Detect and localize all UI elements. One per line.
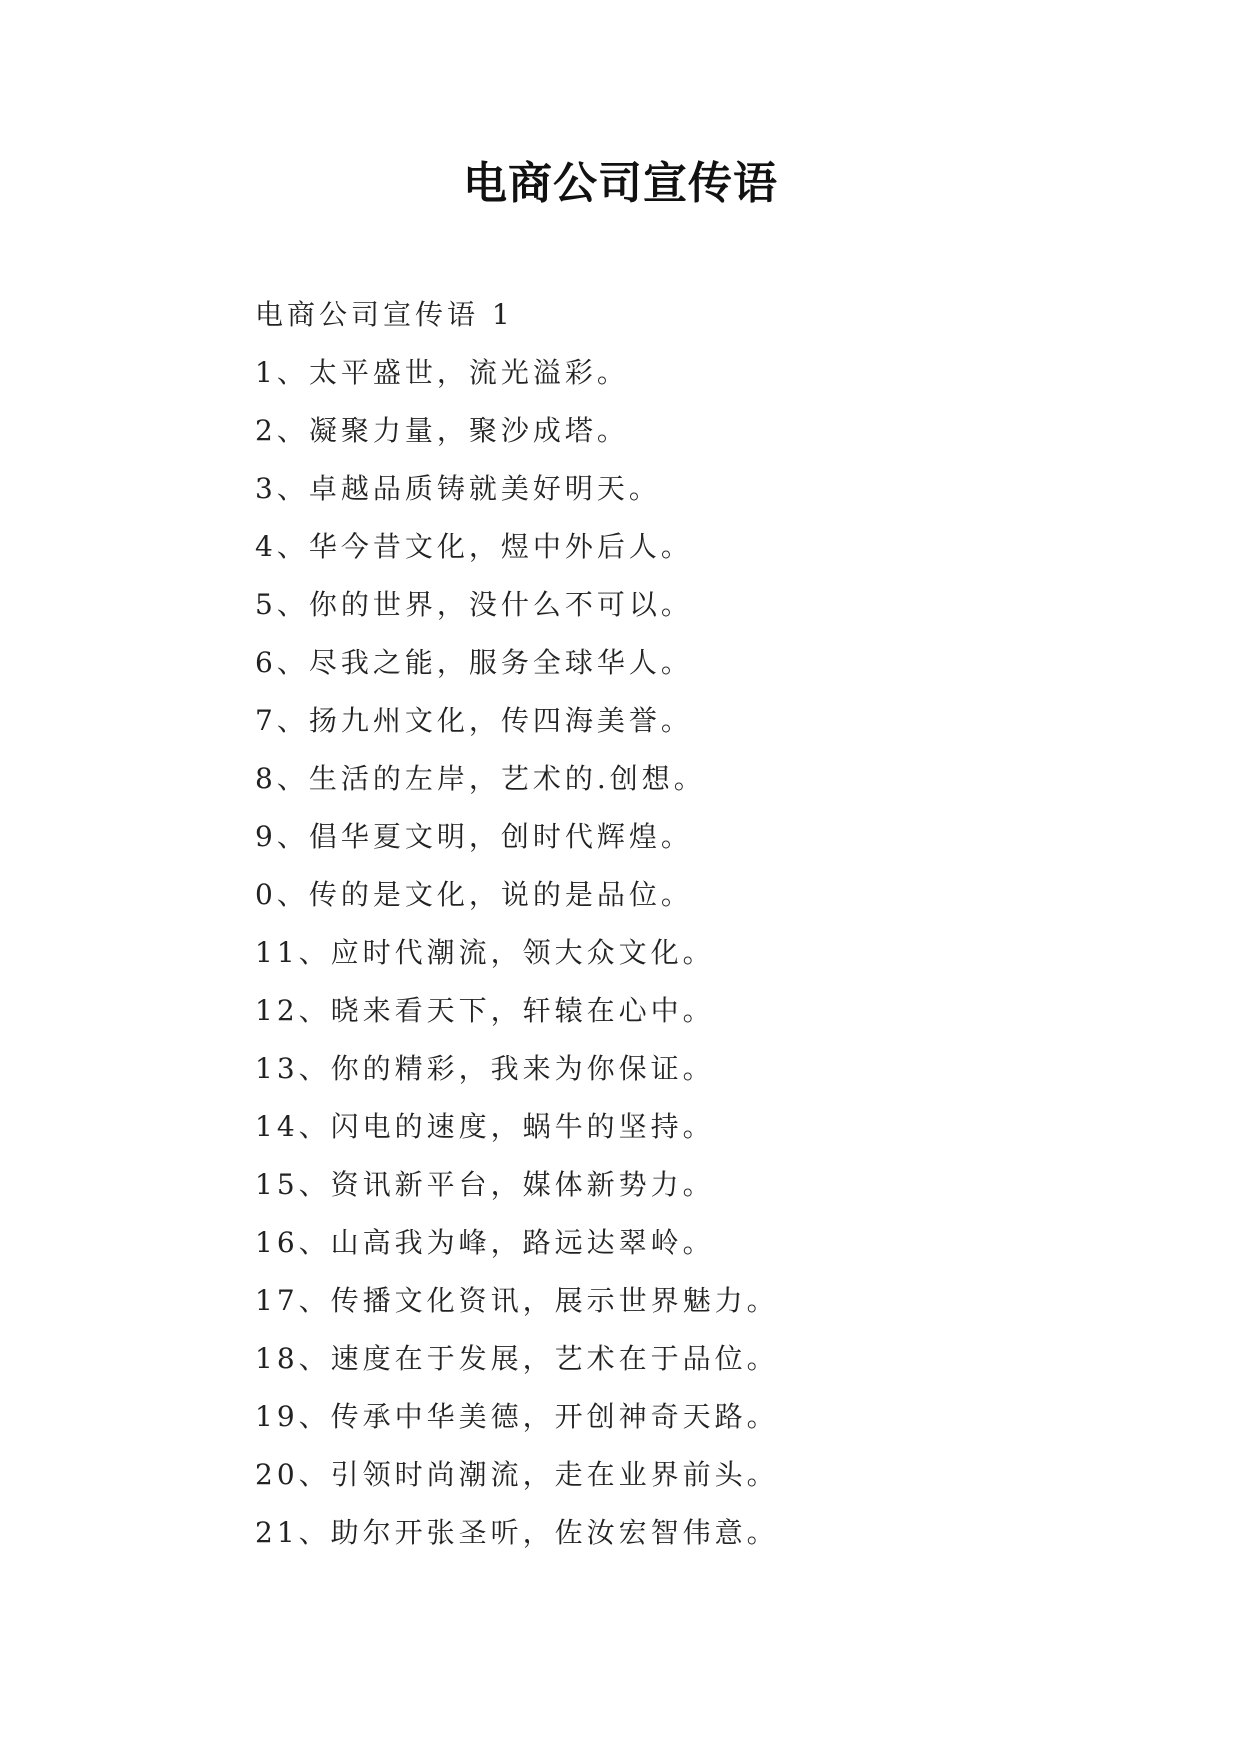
slogan-line-11: 11、应时代潮流，领大众文化。 <box>255 936 715 969</box>
section-heading: 电商公司宣传语 1 <box>255 298 514 331</box>
slogan-line-12: 12、晓来看天下，轩辕在心中。 <box>255 994 715 1027</box>
slogan-line-14: 14、闪电的速度，蜗牛的坚持。 <box>255 1110 715 1143</box>
slogan-line-9: 9、倡华夏文明，创时代辉煌。 <box>255 820 693 853</box>
slogan-line-2: 2、凝聚力量，聚沙成塔。 <box>255 414 629 447</box>
document-body <box>255 286 1155 1562</box>
slogan-line-7: 7、扬九州文化，传四海美誉。 <box>255 704 693 737</box>
slogan-line-10: 0、传的是文化，说的是品位。 <box>255 878 693 911</box>
slogan-line-20: 20、引领时尚潮流，走在业界前头。 <box>255 1458 779 1491</box>
slogan-line-3: 3、卓越品质铸就美好明天。 <box>255 472 661 505</box>
slogan-line-21: 21、助尔开张圣听，佐汝宏智伟意。 <box>255 1516 779 1549</box>
slogan-line-6: 6、尽我之能，服务全球华人。 <box>255 646 693 679</box>
slogan-line-19: 19、传承中华美德，开创神奇天路。 <box>255 1400 779 1433</box>
page-title: 电商公司宣传语 <box>463 158 778 209</box>
slogan-line-13: 13、你的精彩，我来为你保证。 <box>255 1052 715 1085</box>
slogan-line-1: 1、太平盛世，流光溢彩。 <box>255 356 629 389</box>
slogan-line-15: 15、资讯新平台，媒体新势力。 <box>255 1168 715 1201</box>
slogan-line-4: 4、华今昔文化，煜中外后人。 <box>255 530 693 563</box>
slogan-line-8: 8、生活的左岸，艺术的.创想。 <box>255 762 706 795</box>
slogan-line-16: 16、山高我为峰，路远达翠岭。 <box>255 1226 715 1259</box>
slogan-line-17: 17、传播文化资讯，展示世界魅力。 <box>255 1284 779 1317</box>
slogan-line-18: 18、速度在于发展，艺术在于品位。 <box>255 1342 779 1375</box>
slogan-line-5: 5、你的世界，没什么不可以。 <box>255 588 693 621</box>
